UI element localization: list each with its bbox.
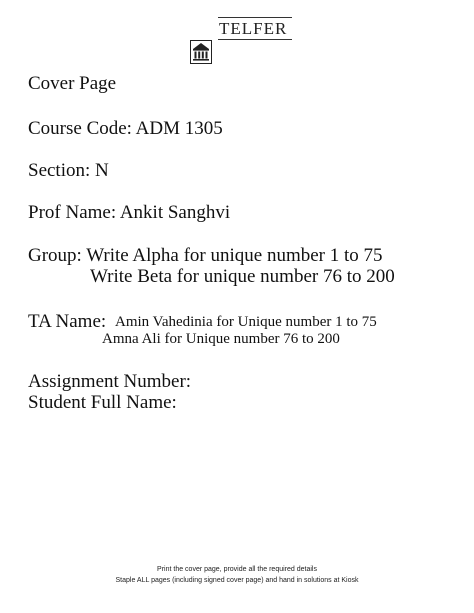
logo-wordmark: TELFER: [219, 19, 288, 38]
telfer-logo: [186, 14, 296, 70]
section: Section: N: [28, 160, 109, 181]
logo-bottom-rule: [218, 39, 292, 40]
group-beta-instruction: Write Beta for unique number 76 to 200: [90, 266, 395, 287]
prof-name: Prof Name: Ankit Sanghvi: [28, 202, 231, 223]
logo-top-rule: [218, 17, 292, 18]
assignment-number-field: Assignment Number:: [28, 371, 192, 392]
ta-entry-1: Amin Vahedinia for Unique number 1 to 75: [115, 314, 377, 330]
ta-name-label: TA Name:: [28, 311, 107, 332]
group-alpha-instruction: Group: Write Alpha for unique number 1 to 75: [28, 245, 383, 266]
footer-instruction-2: Staple ALL pages (including signed cover page) and hand in solutions at Kiosk: [115, 577, 359, 584]
footer-instruction-1: Print the cover page, provide all the required details: [157, 566, 317, 573]
student-full-name-field: Student Full Name:: [28, 392, 177, 413]
university-building-icon: [190, 40, 212, 64]
course-code: Course Code: ADM 1305: [28, 118, 223, 139]
cover-page-title: Cover Page: [28, 73, 117, 94]
ta-entry-2: Amna Ali for Unique number 76 to 200: [102, 331, 340, 347]
